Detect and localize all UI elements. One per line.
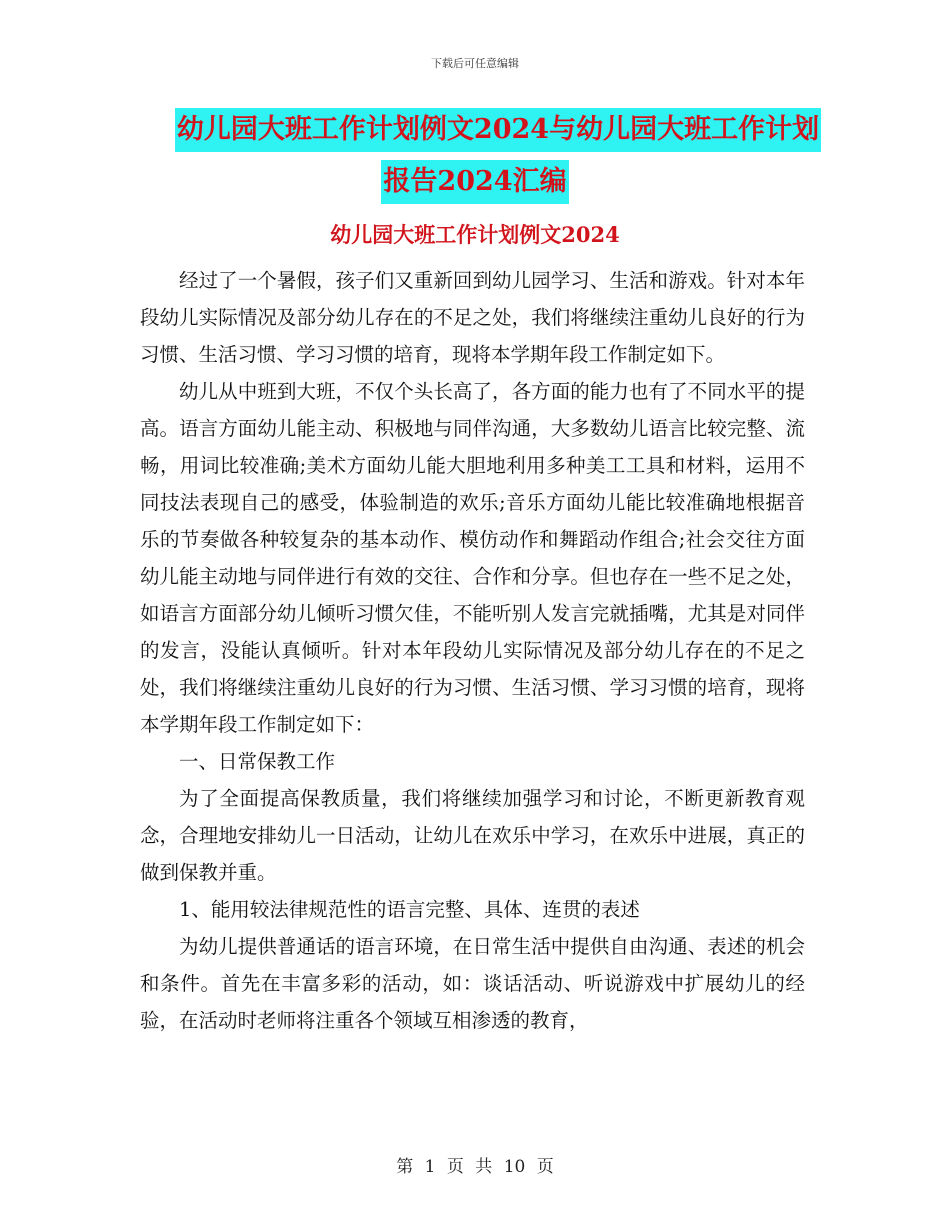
section-item: 一、日常保教工作 [179,750,336,773]
paragraph: 为了全面提高保教质量，我们将继续加强学习和讨论，不断更新教育观念，合理地安排幼儿一日活动，让幼儿在欢乐中学习，在欢乐中进展，真正的做到保教并重。 [140,787,805,884]
page-number: 第 1 页 共 10 页 [396,1157,554,1177]
page-footer [0,1152,950,1177]
header-note: 下载后可任意编辑 [431,57,519,70]
title-line-1: 幼儿园大班工作计划例文2024与幼儿园大班工作计划 [175,108,821,152]
paragraph: 为幼儿提供普通话的语言环境，在日常生活中提供自由沟通、表述的机会和条件。首先在丰富多彩的活动，如：谈话活动、听说游戏中扩展幼儿的经验，在活动时老师将注重各个领域互相渗透的教育， [140,935,805,1032]
section-item: 1、能用较法律规范性的语言完整、具体、连贯的表述 [179,898,640,921]
paragraph: 幼儿从中班到大班，不仅个头长高了，各方面的能力也有了不同水平的提高。语言方面幼儿能主动、积极地与同伴沟通，大多数幼儿语言比较完整、流畅，用词比较准确;美术方面幼儿能大胆地利用多种美工工具和材料，运用不同技法表现自己的感受，体验制造的欢乐;音乐方面幼儿能比较准确地根据音乐的节奏做各种较复杂的基本动作、模仿动作和舞蹈动作组合;社会交往方面幼儿能主动地与同伴进行有效的交往、合作和分享。但也存在一些不足之处，如语言方面部分幼儿倾听习惯欠佳，不能听别人发言完就插嘴，尤其是对同伴的发言，没能认真倾听。针对本年段幼儿实际情况及部分幼儿存在的不足之处，我们将继续注重幼儿良好的行为习惯、生活习惯、学习习惯的培育，现将本学期年段工作制定如下： [140,380,805,736]
title-line-2: 报告2024汇编 [381,160,568,204]
page-header [0,55,950,71]
section-heading: 幼儿园大班工作计划例文2024 [330,222,620,247]
document-title [0,108,950,204]
paragraph: 经过了一个暑假，孩子们又重新回到幼儿园学习、生活和游戏。针对本年段幼儿实际情况及部分幼儿存在的不足之处，我们将继续注重幼儿良好的行为习惯、生活习惯、学习习惯的培育，现将本学期年段工作制定如下。 [140,269,805,366]
document-body [140,262,805,1039]
